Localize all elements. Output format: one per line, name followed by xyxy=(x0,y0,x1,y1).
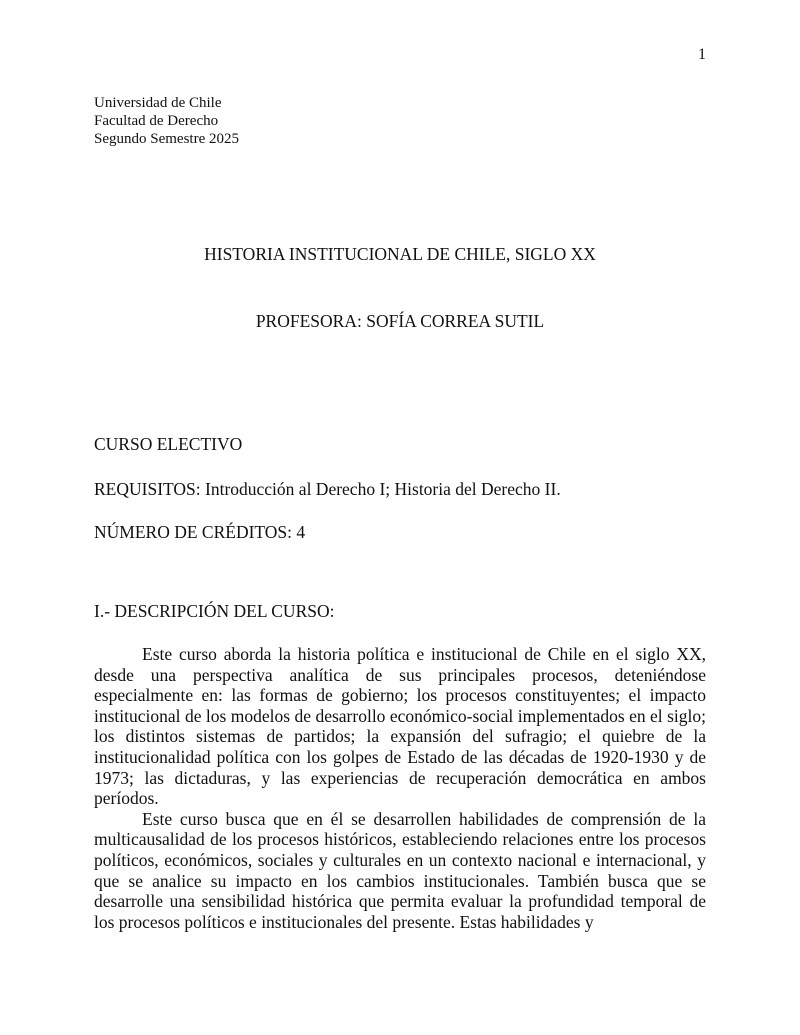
description-paragraph: Este curso aborda la historia política e institucional de Chile en el siglo XX, desde una perspectiva analítica de sus principales procesos, deteniéndose especialmente en: las formas de gobierno; los procesos constituyentes; el impacto institucional de los modelos de desarrollo económico-social implementados en el siglo; los distintos sistemas de partidos; la expansión del sufragio; el quiebre de la institucionalidad política con los golpes de Estado de las décadas de 1920-1930 y de 1973; las dictaduras, y las experiencias de recuperación democrática en ambos períodos. xyxy=(94,644,706,809)
institution-header xyxy=(94,94,239,148)
description-body xyxy=(94,644,706,932)
course-type: CURSO ELECTIVO xyxy=(94,434,243,454)
page-number: 1 xyxy=(698,46,706,63)
faculty-name: Facultad de Derecho xyxy=(94,113,219,129)
course-requirements: REQUISITOS: Introducción al Derecho I; Historia del Derecho II. xyxy=(94,479,561,499)
section-heading-description: I.- DESCRIPCIÓN DEL CURSO: xyxy=(94,601,335,621)
semester-label: Segundo Semestre 2025 xyxy=(94,131,239,147)
course-title: HISTORIA INSTITUCIONAL DE CHILE, SIGLO XX xyxy=(204,244,596,264)
university-name: Universidad de Chile xyxy=(94,95,222,111)
course-credits: NÚMERO DE CRÉDITOS: 4 xyxy=(94,522,306,542)
professor-name: PROFESORA: SOFÍA CORREA SUTIL xyxy=(255,311,545,331)
description-paragraph: Este curso busca que en él se desarrollen habilidades de comprensión de la multicausalidad de los procesos históricos, estableciendo relaciones entre los procesos políticos, económicos, sociales y culturales en un contexto nacional e internacional, y que se analice su impacto en los cambios institucionales. También busca que se desarrolle una sensibilidad histórica que permita evaluar la profundidad temporal de los procesos políticos e institucionales del presente. Estas habilidades y xyxy=(94,808,706,932)
